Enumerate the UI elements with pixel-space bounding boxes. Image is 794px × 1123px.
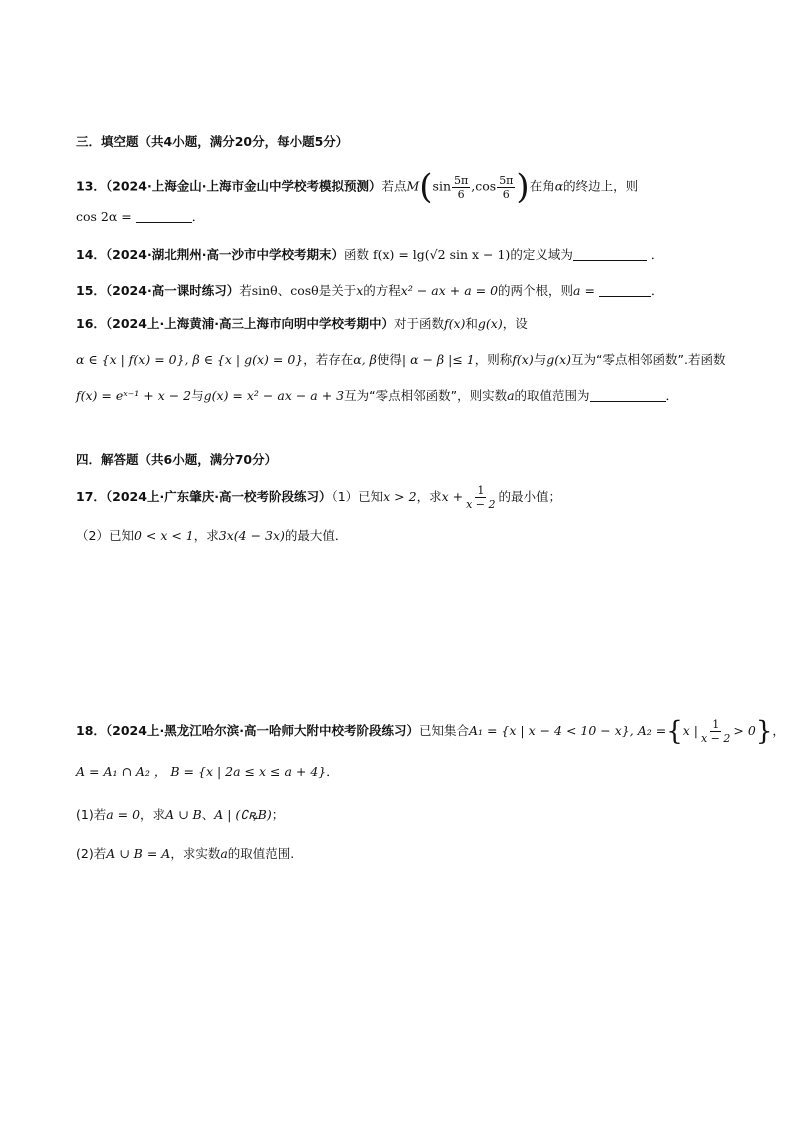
question-text: ，求 [140, 807, 166, 822]
math-set-builder: x | [682, 723, 698, 738]
question-text: ，求 [193, 528, 219, 543]
math-function-definition: f(x) = eˣ⁻¹ + x − 2 [76, 388, 192, 403]
question-16-line-2 [76, 350, 754, 370]
question-text: 函数 [343, 247, 369, 262]
math-alpha: α [554, 178, 564, 194]
question-15 [76, 281, 754, 301]
question-text: 的取值范围. [227, 846, 295, 861]
punctuation: ． [326, 764, 339, 779]
math-expression: A ∪ B [165, 807, 202, 822]
fraction-numerator: 5π [499, 173, 514, 187]
fraction [497, 174, 515, 201]
fraction [464, 484, 497, 511]
question-text: 的终边上，则 [563, 178, 639, 194]
question-17 [76, 484, 754, 514]
question-text: 的取值范围为 [514, 388, 590, 403]
math-function-g: g(x) [546, 352, 572, 367]
question-text: 在角 [529, 178, 555, 194]
question-source: （2024·上海金山·上海市金山中学校考模拟预测） [105, 178, 382, 194]
fraction [452, 174, 470, 201]
question-text: 的两个根，则 [498, 283, 574, 298]
math-expression: cos 2α = [76, 209, 132, 224]
question-18-part-2 [76, 844, 754, 864]
math-expression: A | (∁ꝶB) [214, 807, 272, 822]
left-paren: ( [419, 167, 433, 207]
math-sin: sin [432, 178, 452, 194]
fraction-denominator: 6 [502, 187, 510, 201]
math-sin-theta: sinθ [251, 283, 278, 298]
math-condition: a = 0 [106, 807, 141, 822]
right-paren: ) [516, 167, 530, 207]
math-cos: cos [475, 178, 497, 194]
punctuation: ； [271, 807, 285, 822]
math-expression: 3x(4 − 3x) [218, 528, 285, 543]
question-text: 对于函数 [393, 316, 444, 331]
question-text: ，设 [502, 316, 528, 331]
math-variables: α, β [353, 352, 377, 367]
question-part-label: (1)若 [76, 807, 107, 822]
question-18-line-2 [76, 762, 754, 782]
question-14 [76, 245, 754, 265]
punctuation: 、 [201, 807, 215, 822]
question-text: 的方程 [363, 283, 401, 298]
right-brace: } [755, 716, 773, 747]
question-text: 的最小值； [498, 489, 562, 504]
math-condition: 0 < x < 1 [133, 528, 194, 543]
punctuation: ， [772, 723, 785, 738]
question-16-line-3 [76, 386, 754, 406]
math-function-g: g(x) [477, 316, 503, 331]
punctuation: ． [191, 209, 205, 224]
math-expression: f(x) = lg(√2 sin x − 1) [372, 247, 511, 262]
question-source: （2024·高一课时练习） [105, 283, 240, 298]
question-18 [76, 716, 785, 748]
question-number: 18． [76, 723, 106, 738]
question-text: 互为“零点相邻函数”，则实数 [344, 388, 508, 403]
left-brace: { [666, 716, 683, 747]
question-part-label: (2)若 [76, 846, 107, 861]
question-number: 16． [76, 316, 106, 331]
question-part-label: （2）已知 [76, 528, 134, 543]
question-source: （2024上·广东肇庆·高一校考阶段练习） [105, 489, 332, 504]
fraction-numerator: 5π [454, 173, 469, 187]
math-variable: x [356, 283, 364, 298]
fraction-numerator: 1 [477, 484, 485, 497]
question-17-part-2 [76, 526, 754, 546]
math-set-definition: A₁ = {x | x − 4 < 10 − x}, A₂ = [468, 723, 667, 738]
question-18-part-1 [76, 805, 754, 825]
question-number: 14． [76, 247, 106, 262]
math-expression: a = [573, 283, 595, 298]
section-heading-solve: 四．解答题（共6小题，满分70分） [76, 452, 278, 467]
question-text: 的定义域为 [510, 247, 573, 262]
answer-blank[interactable] [599, 282, 651, 297]
math-set-definition: A = A₁ ∩ A₂ ， B = {x | 2a ≤ x ≤ a + 4} [76, 764, 327, 779]
question-text: ，求 [416, 489, 442, 504]
question-text: 和 [465, 316, 478, 331]
question-text: 与 [191, 388, 204, 403]
question-text: 若 [239, 283, 252, 298]
question-text: ，求实数 [170, 846, 221, 861]
punctuation: 、 [277, 283, 291, 298]
question-13: 13．（2024·上海金山·上海市金山中学校考模拟预测）若点M(sin $\frac{5\pi}{6}$ ,cos $\frac{5\pi}{6}$ )在角α的终边上，则 [76, 167, 639, 207]
math-inequality: > 0 [733, 723, 756, 738]
math-condition: x > 2 [383, 489, 417, 504]
fraction-denominator: x − 2 [700, 732, 731, 745]
math-function-f: f(x) [443, 316, 466, 331]
math-function-definition: g(x) = x² − ax − a + 3 [203, 388, 345, 403]
math-inequality: | α − β |≤ 1 [401, 352, 475, 367]
math-condition: A ∪ B = A [106, 846, 171, 861]
question-text: 若点 [381, 178, 407, 194]
math-variable: a [507, 388, 515, 403]
math-set-definition: α ∈ {x | f(x) = 0}, β ∈ {x | g(x) = 0} [76, 352, 304, 367]
fraction-denominator: 6 [457, 187, 465, 201]
question-text: 已知集合 [418, 723, 469, 738]
question-text: 互为“零点相邻函数”.若函数 [571, 352, 726, 367]
question-text: ，若存在 [303, 352, 354, 367]
math-point: M [406, 178, 420, 194]
punctuation: ． [650, 247, 664, 262]
question-text: 的最大值． [284, 528, 348, 543]
question-source: （2024上·上海黄浦·高三上海市向明中学校考期中） [105, 316, 394, 331]
fraction-denominator: x − 2 [466, 498, 496, 511]
question-text: 是关于 [318, 283, 357, 298]
math-equation: x² − ax + a = 0 [400, 283, 499, 298]
fraction-numerator: 1 [712, 718, 720, 731]
question-text: 使得 [376, 352, 402, 367]
question-13-answer-line [76, 207, 754, 227]
math-cos-theta: cosθ [290, 283, 319, 298]
answer-blank[interactable] [590, 387, 666, 402]
punctuation: ． [665, 388, 679, 403]
question-text: ，则称 [474, 352, 513, 367]
section-heading-fill-blank: 三．填空题（共4小题，满分20分，每小题5分） [76, 134, 349, 149]
answer-blank[interactable] [573, 246, 647, 261]
question-number: 17． [76, 489, 106, 504]
math-expression: x + [441, 489, 464, 504]
question-source: （2024·湖北荆州·高一沙市中学校考期末） [105, 247, 344, 262]
question-number: 13． [76, 178, 106, 194]
question-source: （2024上·黑龙江哈尔滨·高一哈师大附中校考阶段练习） [105, 723, 419, 738]
math-variable: a [220, 846, 228, 861]
answer-blank[interactable] [136, 208, 192, 223]
question-text: 与 [533, 352, 547, 367]
punctuation: ． [650, 283, 664, 298]
question-number: 15． [76, 283, 106, 298]
question-16 [76, 314, 754, 334]
fraction [699, 718, 732, 745]
question-part-label: （1）已知 [331, 489, 384, 504]
math-function-f: f(x) [512, 352, 534, 367]
